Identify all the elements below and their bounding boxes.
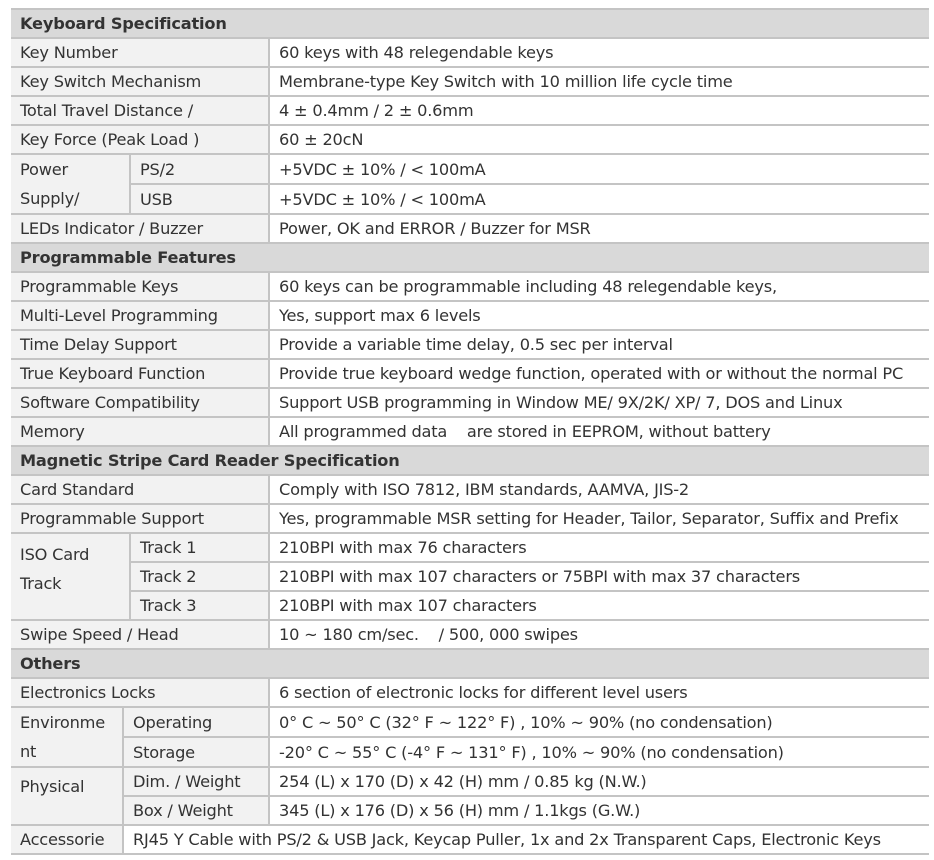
row-label: Accessorie xyxy=(11,825,123,854)
row-value: Yes, programmable MSR setting for Header, Tailor, Separator, Suffix and Prefix xyxy=(269,504,929,533)
sub-label: Storage xyxy=(123,737,269,767)
group-label-line: ISO Card xyxy=(20,545,90,564)
row-value: 210BPI with max 76 characters xyxy=(269,533,929,562)
row-value: Provide true keyboard wedge function, operated with or without the normal PC xyxy=(269,359,929,388)
sub-label: Track 3 xyxy=(130,591,269,620)
row-value: +5VDC ± 10% / < 100mA xyxy=(269,154,929,184)
table-row xyxy=(11,417,929,446)
group-label-line: Physical xyxy=(20,777,85,796)
section-title: Keyboard Specification xyxy=(11,9,929,38)
row-value: 210BPI with max 107 characters or 75BPI with max 37 characters xyxy=(269,562,929,591)
row-label: Programmable Support xyxy=(11,504,269,533)
row-value: Yes, support max 6 levels xyxy=(269,301,929,330)
row-value: +5VDC ± 10% / < 100mA xyxy=(269,184,929,214)
row-label: Key Force (Peak Load ) xyxy=(11,125,269,154)
table-row xyxy=(11,184,929,214)
section-title: Programmable Features xyxy=(11,243,929,272)
row-value: 6 section of electronic locks for different level users xyxy=(269,678,929,707)
row-value: 254 (L) x 170 (D) x 42 (H) mm / 0.85 kg (N.W.) xyxy=(269,767,929,796)
row-value: -20° C ~ 55° C (-4° F ~ 131° F) , 10% ~ 90% (no condensation) xyxy=(269,737,929,767)
sub-label: Track 2 xyxy=(130,562,269,591)
row-label: Programmable Keys xyxy=(11,272,269,301)
row-label: Key Switch Mechanism xyxy=(11,67,269,96)
table-row xyxy=(11,96,929,125)
table-row xyxy=(11,359,929,388)
section-header-programmable xyxy=(11,243,929,272)
section-header-others xyxy=(11,649,929,678)
table-row xyxy=(11,272,929,301)
group-label-line: Environme xyxy=(20,713,105,732)
row-value: RJ45 Y Cable with PS/2 & USB Jack, Keycap Puller, 1x and 2x Transparent Caps, Electronic Keys xyxy=(123,825,929,854)
table-row xyxy=(11,330,929,359)
table-row xyxy=(11,154,929,184)
sub-label: Operating xyxy=(123,707,269,737)
row-value: 60 ± 20cN xyxy=(269,125,929,154)
row-value: 345 (L) x 176 (D) x 56 (H) mm / 1.1kgs (G.W.) xyxy=(269,796,929,825)
row-value: Membrane-type Key Switch with 10 million life cycle time xyxy=(269,67,929,96)
section-title: Magnetic Stripe Card Reader Specification xyxy=(11,446,929,475)
table-row xyxy=(11,504,929,533)
sub-label: Track 1 xyxy=(130,533,269,562)
row-label: Electronics Locks xyxy=(11,678,269,707)
table-row xyxy=(11,767,929,796)
group-label-power-supply xyxy=(11,154,130,214)
specification-table xyxy=(11,8,929,855)
table-row xyxy=(11,125,929,154)
table-row xyxy=(11,388,929,417)
table-row xyxy=(11,678,929,707)
table-row xyxy=(11,707,929,737)
row-value: Comply with ISO 7812, IBM standards, AAMVA, JIS-2 xyxy=(269,475,929,504)
table-row xyxy=(11,67,929,96)
row-value: 4 ± 0.4mm / 2 ± 0.6mm xyxy=(269,96,929,125)
group-label-physical xyxy=(11,767,123,825)
row-value: Provide a variable time delay, 0.5 sec per interval xyxy=(269,330,929,359)
row-label: Memory xyxy=(11,417,269,446)
table-row xyxy=(11,214,929,243)
table-row xyxy=(11,533,929,562)
table-row xyxy=(11,562,929,591)
group-label-environment xyxy=(11,707,123,767)
row-label: Card Standard xyxy=(11,475,269,504)
table-row xyxy=(11,301,929,330)
group-label-line: nt xyxy=(20,742,37,761)
row-label: True Keyboard Function xyxy=(11,359,269,388)
row-value: All programmed data are stored in EEPROM, without battery xyxy=(269,417,929,446)
sub-label: USB xyxy=(130,184,269,214)
row-label: Multi-Level Programming xyxy=(11,301,269,330)
table-row xyxy=(11,475,929,504)
row-value: 210BPI with max 107 characters xyxy=(269,591,929,620)
row-value: 10 ~ 180 cm/sec. / 500, 000 swipes xyxy=(269,620,929,649)
table-row xyxy=(11,737,929,767)
section-header-keyboard xyxy=(11,9,929,38)
row-label: LEDs Indicator / Buzzer xyxy=(11,214,269,243)
row-label: Key Number xyxy=(11,38,269,67)
table-row xyxy=(11,38,929,67)
row-value: 0° C ~ 50° C (32° F ~ 122° F) , 10% ~ 90% (no condensation) xyxy=(269,707,929,737)
section-title: Others xyxy=(11,649,929,678)
group-label-line: Supply/ xyxy=(20,189,80,208)
row-label: Swipe Speed / Head xyxy=(11,620,269,649)
group-label-line: Track xyxy=(20,574,62,593)
group-label-line: Power xyxy=(20,160,68,179)
row-value: Support USB programming in Window ME/ 9X/2K/ XP/ 7, DOS and Linux xyxy=(269,388,929,417)
row-value: 60 keys can be programmable including 48 relegendable keys, xyxy=(269,272,929,301)
sub-label: Dim. / Weight xyxy=(123,767,269,796)
row-label: Software Compatibility xyxy=(11,388,269,417)
sub-label: PS/2 xyxy=(130,154,269,184)
table-row xyxy=(11,796,929,825)
row-value: 60 keys with 48 relegendable keys xyxy=(269,38,929,67)
table-row xyxy=(11,620,929,649)
row-label: Total Travel Distance / xyxy=(11,96,269,125)
group-label-iso-card-track xyxy=(11,533,130,620)
row-label: Time Delay Support xyxy=(11,330,269,359)
section-header-msr xyxy=(11,446,929,475)
table-row xyxy=(11,825,929,854)
table-row xyxy=(11,591,929,620)
sub-label: Box / Weight xyxy=(123,796,269,825)
row-value: Power, OK and ERROR / Buzzer for MSR xyxy=(269,214,929,243)
